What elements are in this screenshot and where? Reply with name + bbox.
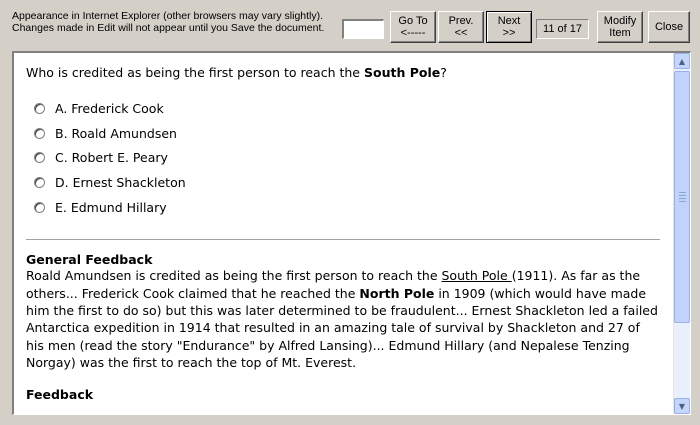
radio-icon[interactable] <box>34 202 45 213</box>
goto-label: Go To <box>398 15 428 27</box>
question-bold: South Pole <box>363 65 441 80</box>
choice-label: A. Frederick Cook <box>55 100 164 116</box>
choice-label: B. Roald Amundsen <box>55 125 177 141</box>
next-arrow-icon: >> <box>502 27 516 39</box>
modify-label: Modify <box>603 15 637 27</box>
choice-e[interactable] <box>26 195 660 220</box>
feedback-part-1: Roald Amundsen is credited as being the first person to reach the <box>26 268 442 284</box>
choice-c[interactable] <box>26 145 660 170</box>
item-counter: 11 of 17 <box>536 19 589 39</box>
item-label: Item <box>609 27 631 39</box>
prev-label: Prev. <box>448 15 474 27</box>
toolbar <box>0 0 700 47</box>
goto-input[interactable] <box>342 19 384 39</box>
choice-label: E. Edmund Hillary <box>55 199 167 215</box>
radio-icon[interactable] <box>34 128 45 139</box>
question-prefix: Who is credited as being the first person to reach the <box>26 65 364 80</box>
next-label: Next <box>497 15 521 27</box>
choice-a[interactable] <box>26 96 660 121</box>
scroll-thumb[interactable] <box>674 71 690 323</box>
grip-line <box>679 198 686 199</box>
notice-line-1: Appearance in Internet Explorer (other browsers may vary slightly). <box>12 10 324 22</box>
general-feedback-text <box>26 267 660 371</box>
grip-line <box>679 192 686 193</box>
notice-line-2: Changes made in Edit will not appear until you Save the document. <box>12 22 325 34</box>
prev-button[interactable] <box>438 11 484 43</box>
question-suffix: ? <box>440 65 447 80</box>
feedback-part-3: in 1909 (which would have made him the first to do so) but this was later determined to be fraudulent... Ernest Shackleton led a failed Antarctica expedition in 1914 that resulted in an amazing tale of survival by Shackleton and 27 of his men (read the story "Endurance" by Alfred Lansing)... Edmund Hillary (and Nepalese Tenzing Norgay) was the first to reach the top of Mt. Everest. <box>26 285 658 370</box>
north-pole-bold: North Pole <box>359 285 435 301</box>
vertical-scrollbar[interactable] <box>673 53 690 415</box>
goto-arrow-icon: <----- <box>400 27 426 39</box>
question-text <box>26 65 660 80</box>
scroll-up-icon[interactable]: ▲ <box>674 53 690 69</box>
scroll-down-icon[interactable]: ▼ <box>674 398 690 414</box>
goto-button[interactable] <box>390 11 436 43</box>
next-button[interactable] <box>486 11 532 43</box>
feedback-part-2: (1911). As far as the others... Frederick Cook claimed that he reached the <box>26 268 641 301</box>
preview-notice <box>12 10 324 34</box>
close-button[interactable] <box>648 11 690 43</box>
grip-line <box>679 201 686 202</box>
south-pole-link[interactable]: South Pole <box>441 268 512 284</box>
close-label: Close <box>654 21 684 33</box>
content-frame <box>12 51 691 415</box>
prev-arrow-icon: << <box>454 27 468 39</box>
radio-icon[interactable] <box>34 103 45 114</box>
choice-label: D. Ernest Shackleton <box>55 174 186 190</box>
modify-item-button[interactable] <box>597 11 643 43</box>
divider <box>26 239 660 241</box>
radio-icon[interactable] <box>34 177 45 188</box>
radio-icon[interactable] <box>34 152 45 163</box>
choice-d[interactable] <box>26 170 660 195</box>
grip-line <box>679 195 686 196</box>
feedback-title: Feedback <box>26 387 94 403</box>
general-feedback-title: General Feedback <box>26 252 153 268</box>
choice-b[interactable] <box>26 121 660 146</box>
choice-label: C. Robert E. Peary <box>55 150 168 166</box>
question-content <box>14 53 672 415</box>
